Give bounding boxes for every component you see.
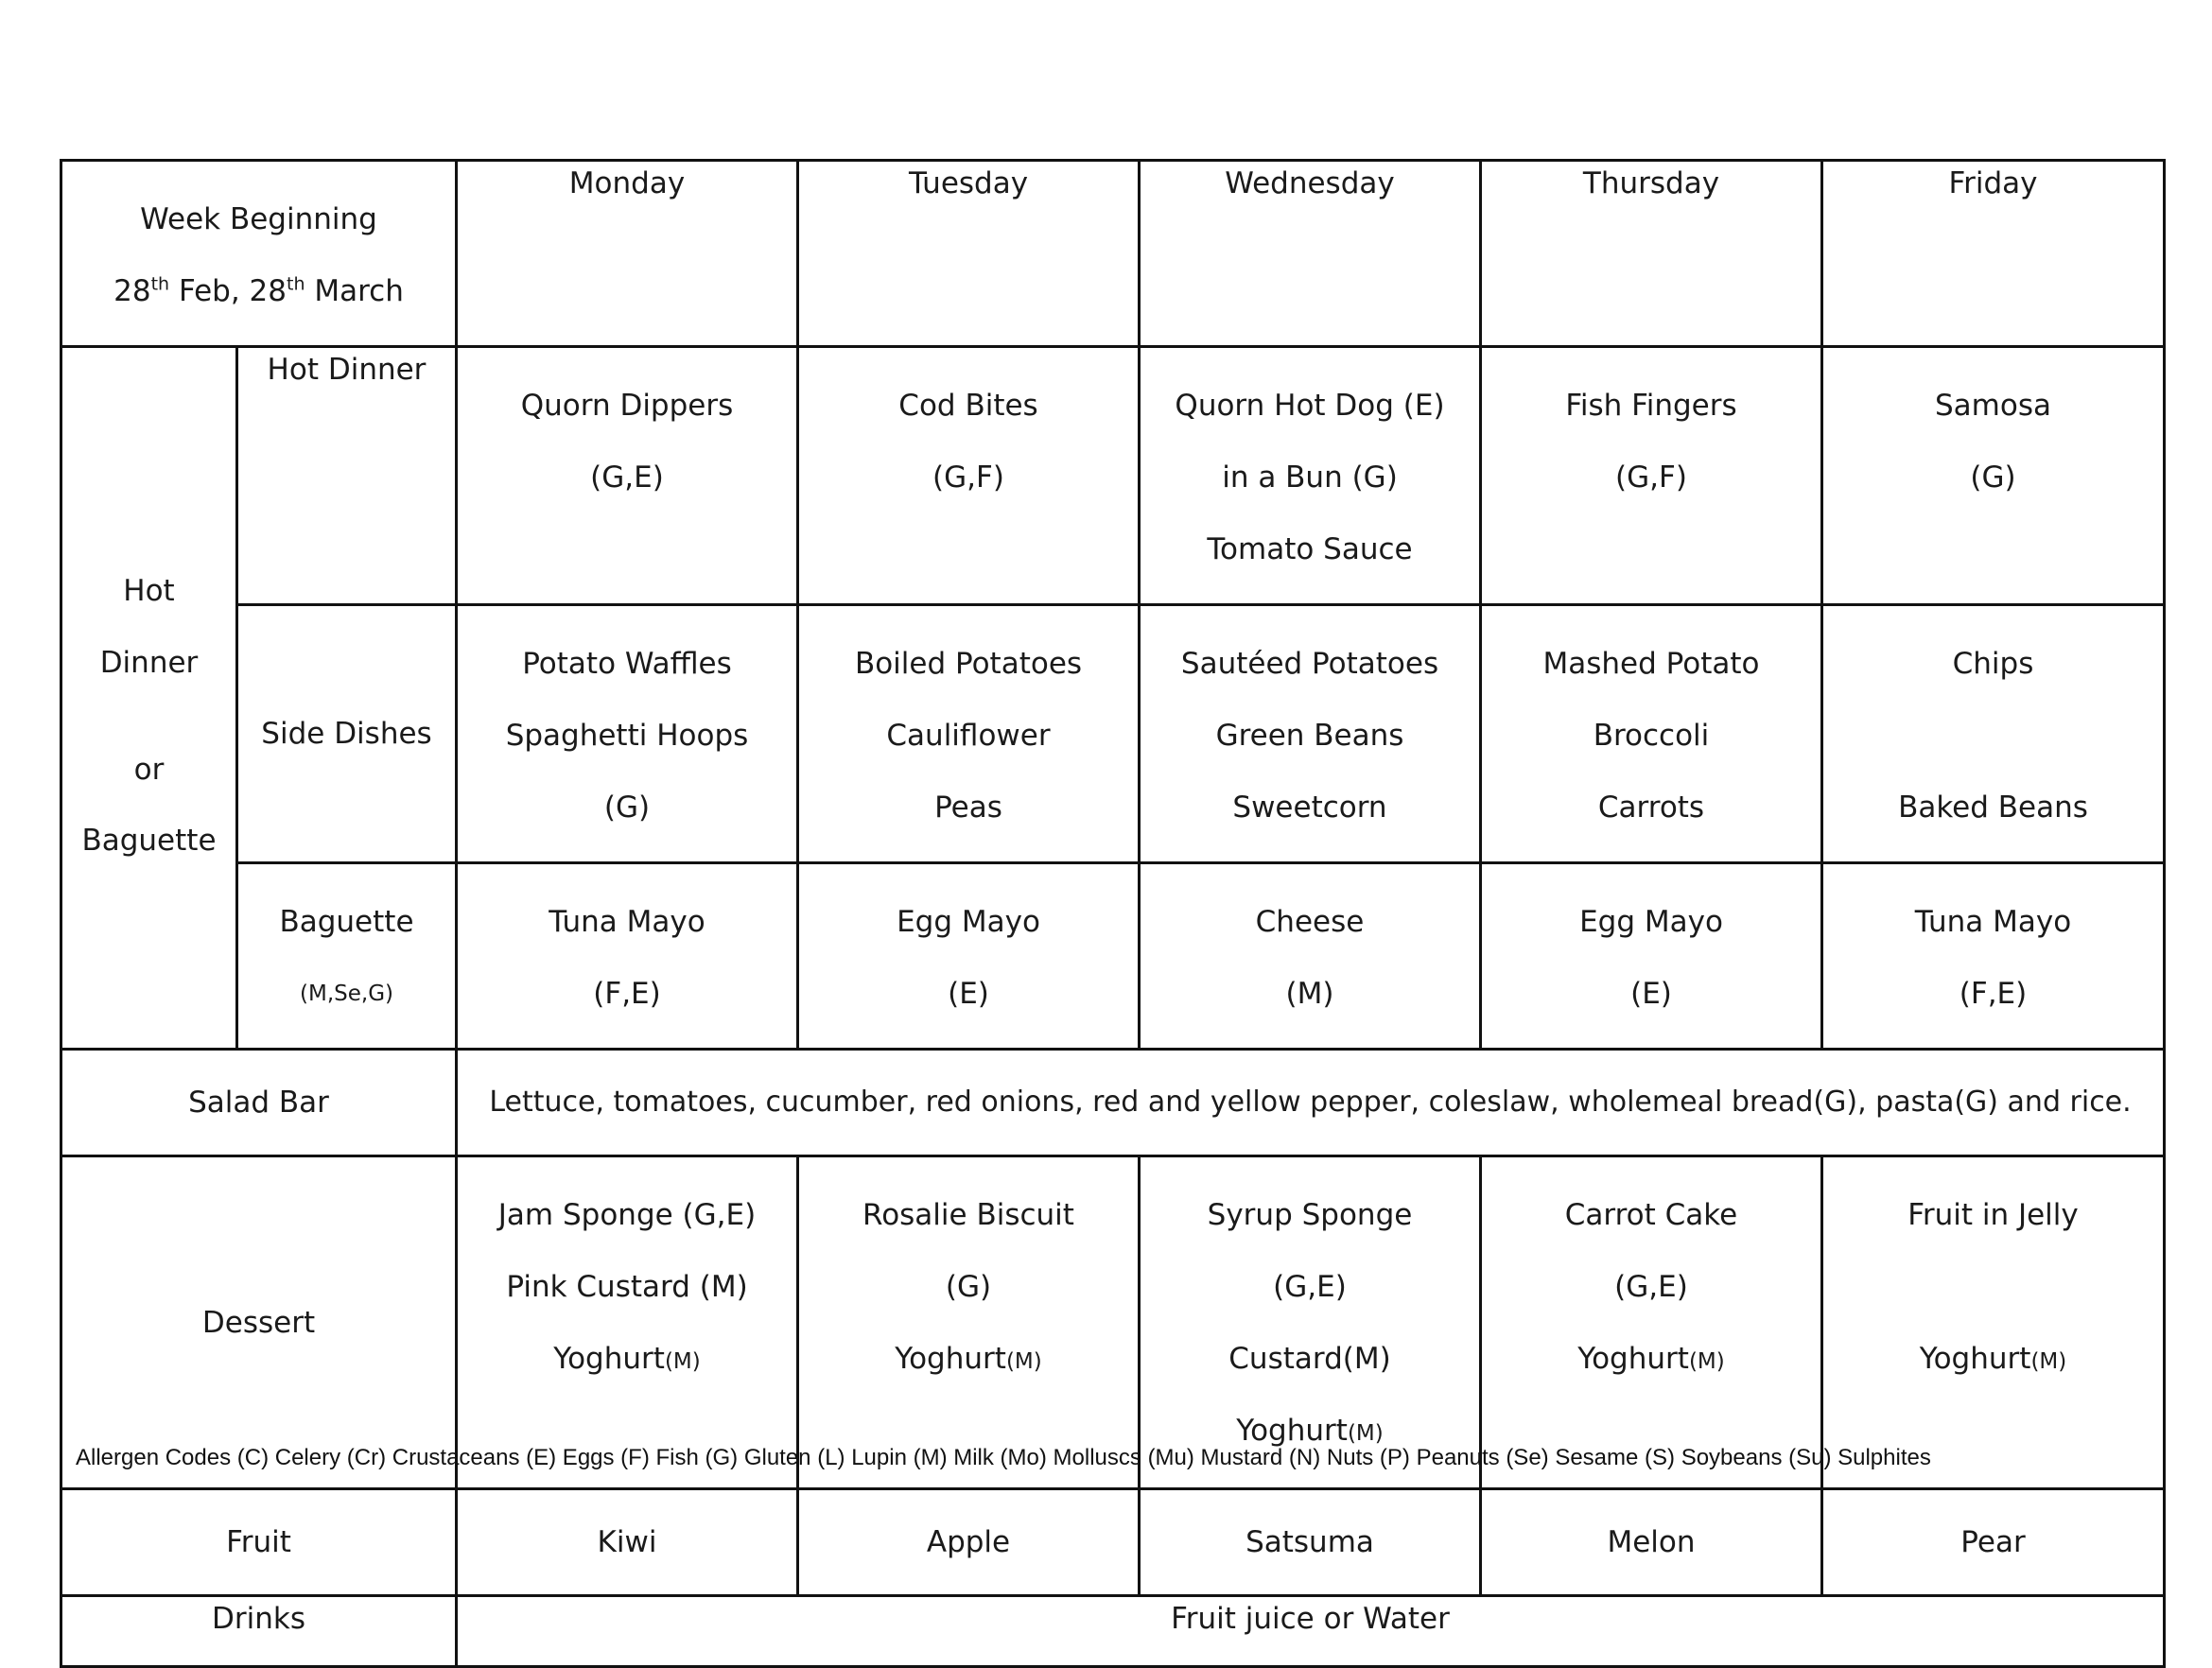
dessert-thursday: Carrot Cake (G,E) Yoghurt(M) — [1481, 1156, 1822, 1489]
label-side-dishes: Side Dishes — [237, 605, 457, 863]
day-header-wednesday: Wednesday — [1140, 161, 1481, 347]
drinks-options: Fruit juice or Water — [457, 1596, 2165, 1667]
header-row — [61, 161, 2165, 347]
week-beginning-label: Week Beginning — [140, 202, 377, 236]
baguette-tuesday: Egg Mayo (E) — [798, 863, 1140, 1050]
lunch-menu-table — [60, 159, 2166, 1668]
label-dessert: Dessert — [61, 1156, 457, 1489]
side-dishes-thursday: Mashed Potato Broccoli Carrots — [1481, 605, 1822, 863]
hot-dinner-or-baguette-group — [61, 347, 237, 1050]
group-label-hot-dinner: Hot Dinner — [99, 574, 199, 680]
fruit-friday: Pear — [1822, 1489, 2165, 1596]
fruit-monday: Kiwi — [457, 1489, 798, 1596]
fruit-tuesday: Apple — [798, 1489, 1140, 1596]
dessert-row — [61, 1156, 2165, 1489]
group-label-or: or — [133, 753, 165, 787]
side-dishes-monday: Potato Waffles Spaghetti Hoops (G) — [457, 605, 798, 863]
salad-bar-items: Lettuce, tomatoes, cucumber, red onions, red and yellow pepper, coleslaw, wholemeal bread(G), pasta(G) and rice. — [457, 1050, 2165, 1156]
label-salad-bar: Salad Bar — [61, 1050, 457, 1156]
day-header-tuesday: Tuesday — [798, 161, 1140, 347]
baguette-wednesday: Cheese (M) — [1140, 863, 1481, 1050]
hot-dinner-tuesday: Cod Bites (G,F) — [798, 347, 1140, 605]
side-dishes-row — [61, 605, 2165, 863]
side-dishes-friday: Chips Baked Beans — [1822, 605, 2165, 863]
hot-dinner-monday: Quorn Dippers (G,E) — [457, 347, 798, 605]
week-beginning-cell — [61, 161, 457, 347]
side-dishes-tuesday: Boiled Potatoes Cauliflower Peas — [798, 605, 1140, 863]
day-header-friday: Friday — [1822, 161, 2165, 347]
label-baguette: Baguette (M,Se,G) — [237, 863, 457, 1050]
group-label-baguette: Baguette — [81, 824, 217, 858]
baguette-allergens: (M,Se,G) — [300, 982, 393, 1006]
dessert-tuesday: Rosalie Biscuit (G) Yoghurt(M) — [798, 1156, 1140, 1489]
allergen-codes-footer: Allergen Codes (C) Celery (Cr) Crustaceans (E) Eggs (F) Fish (G) Gluten (L) Lupin (M) Milk (Mo) Molluscs (Mu) Mustard (N) Nuts (P) Peanuts (Se) Sesame (S) Soybeans (Su) Sulphites — [76, 1445, 1931, 1470]
drinks-row — [61, 1596, 2165, 1667]
hot-dinner-friday: Samosa (G) — [1822, 347, 2165, 605]
day-header-thursday: Thursday — [1481, 161, 1822, 347]
fruit-thursday: Melon — [1481, 1489, 1822, 1596]
baguette-friday: Tuna Mayo (F,E) — [1822, 863, 2165, 1050]
hot-dinner-wednesday: Quorn Hot Dog (E) in a Bun (G) Tomato Sauce — [1140, 347, 1481, 605]
dessert-wednesday: Syrup Sponge (G,E) Custard(M) Yoghurt(M) — [1140, 1156, 1481, 1489]
day-header-monday: Monday — [457, 161, 798, 347]
hot-dinner-row — [61, 347, 2165, 605]
group-label-stack — [62, 528, 235, 868]
dessert-monday: Jam Sponge (G,E) Pink Custard (M) Yoghurt(M) — [457, 1156, 798, 1489]
baguette-monday: Tuna Mayo (F,E) — [457, 863, 798, 1050]
hot-dinner-thursday: Fish Fingers (G,F) — [1481, 347, 1822, 605]
label-hot-dinner: Hot Dinner — [237, 347, 457, 605]
baguette-thursday: Egg Mayo (E) — [1481, 863, 1822, 1050]
baguette-row — [61, 863, 2165, 1050]
fruit-row — [61, 1489, 2165, 1596]
dessert-friday: Fruit in Jelly Yoghurt(M) — [1822, 1156, 2165, 1489]
label-drinks: Drinks — [61, 1596, 457, 1667]
label-fruit: Fruit — [61, 1489, 457, 1596]
week-dates: 28th Feb, 28th March — [113, 273, 404, 308]
side-dishes-wednesday: Sautéed Potatoes Green Beans Sweetcorn — [1140, 605, 1481, 863]
salad-bar-row — [61, 1050, 2165, 1156]
fruit-wednesday: Satsuma — [1140, 1489, 1481, 1596]
